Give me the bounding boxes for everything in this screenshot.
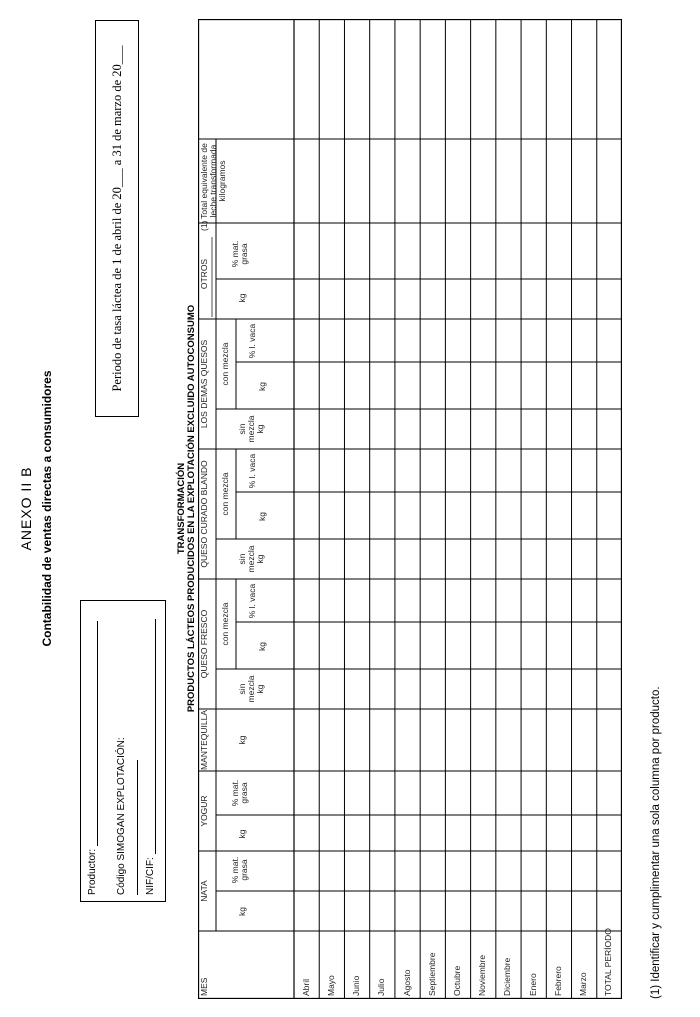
production-table: [198, 19, 622, 999]
yogur-pct-grasa: % mat. grasa: [230, 779, 249, 807]
header-total-equivalente: Total equivalente de leche transformada kilogramos: [199, 143, 227, 219]
month-label: Diciembre: [502, 957, 513, 996]
nif-label: NIF/CIF:: [145, 857, 156, 895]
queso-curado-con-mezcla: con mezcla: [220, 472, 230, 516]
table-title-1: TRANSFORMACIÓN: [176, 462, 187, 555]
header-nata: NATA: [199, 880, 209, 902]
nata-kg: kg: [237, 907, 247, 916]
producer-box: [80, 600, 166, 902]
header-demas-quesos: LOS DEMAS QUESOS: [199, 339, 209, 429]
queso-curado-pct-vaca: % l. vaca: [247, 453, 257, 489]
queso-fresco-kg: kg: [257, 642, 267, 651]
demas-quesos-kg: kg: [257, 382, 267, 391]
productor-field[interactable]: [87, 621, 98, 846]
month-label: Febrero: [552, 966, 563, 996]
total-periodo-label: TOTAL PERÍODO: [603, 928, 614, 996]
mantequilla-kg: kg: [237, 735, 247, 745]
codigo-field[interactable]: [127, 760, 138, 895]
header-otros: OTROS: [199, 258, 209, 290]
header-queso-fresco: QUESO FRESCO: [199, 609, 209, 679]
otros-note: (1): [199, 220, 209, 231]
table-title-2: PRODUCTOS LÁCTEOS PRODUCIDOS EN LA EXPLOTACIÓN EXCLUIDO AUTOCONSUMO: [186, 304, 197, 713]
queso-fresco-sin-mezcla: sin mezcla kg: [237, 675, 265, 703]
month-label: Junio: [351, 975, 362, 996]
otros-pct-grasa: % mat. grasa: [230, 240, 249, 268]
queso-fresco-pct-vaca: % l. vaca: [247, 583, 257, 619]
yogur-kg: kg: [237, 829, 247, 839]
month-label: Mayo: [325, 975, 336, 996]
productor-label: Productor:: [87, 848, 98, 895]
otros-kg: kg: [237, 293, 247, 303]
header-yogur: YOGUR: [199, 795, 209, 827]
header-mes: MES: [199, 977, 209, 996]
month-label: Noviembre: [477, 954, 488, 996]
month-label: Marzo: [578, 972, 589, 996]
form-subtitle: Contabilidad de ventas directas a consumidores: [40, 370, 54, 647]
demas-quesos-pct-vaca: % l. vaca: [247, 323, 257, 359]
month-label: Agosto: [401, 969, 412, 996]
footnote: (1) Identificar y cumplimentar una sola columna por producto.: [650, 686, 662, 999]
codigo-label: Código SIMOGAN EXPLOTACIÓN:: [116, 737, 127, 895]
demas-quesos-sin-mezcla: sin mezcla kg: [237, 415, 265, 443]
annex-title: ANEXO II B: [18, 466, 34, 551]
queso-fresco-con-mezcla: con mezcla: [220, 602, 230, 646]
month-label: Enero: [527, 973, 538, 996]
table-title: [177, 0, 197, 1017]
month-label: Octubre: [452, 965, 462, 996]
nata-pct-grasa: % mat. grasa: [230, 856, 249, 884]
nif-field[interactable]: [145, 619, 156, 854]
period-box[interactable]: [95, 20, 139, 417]
queso-curado-sin-mezcla: sin mezcla kg: [237, 545, 265, 573]
month-label: Julio: [376, 978, 387, 996]
queso-curado-kg: kg: [257, 512, 267, 521]
period-text: Periodo de tasa láctea de 1 de abril de 20___ a 31 de marzo de 20___: [109, 45, 124, 392]
month-label: Septiembre: [426, 952, 437, 996]
header-mantequilla: MANTEQUILLA: [199, 710, 209, 770]
month-label: Abril: [300, 978, 311, 996]
demas-quesos-con-mezcla: con mezcla: [220, 342, 230, 386]
header-queso-curado: QUESO CURADO BLANDO: [199, 460, 209, 568]
